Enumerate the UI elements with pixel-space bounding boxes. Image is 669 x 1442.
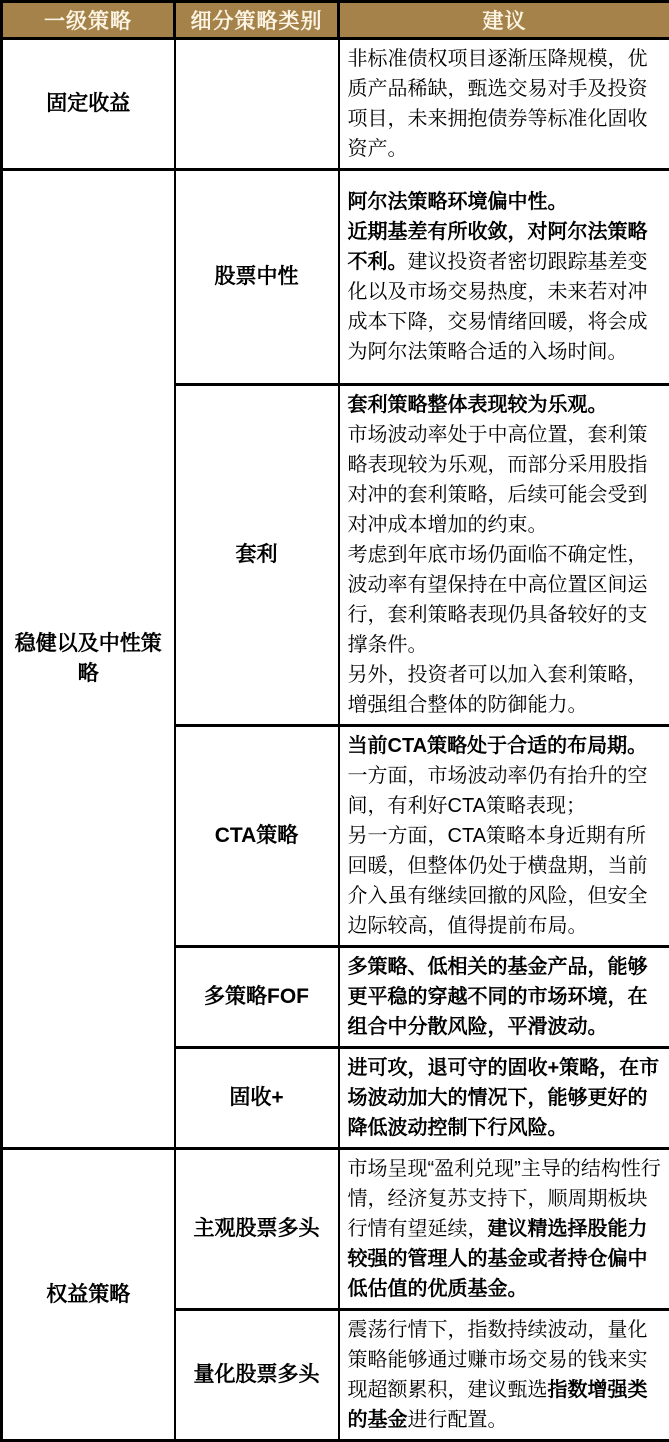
sub-cell-arbitrage: 套利 — [175, 385, 339, 726]
primary-cell-stable-neutral: 稳健以及中性策略 — [2, 170, 175, 1149]
recommendation-cell-quant-long: 震荡行情下，指数持续波动，量化策略能够通过赚市场交易的钱来实现超额累积，建议甄选指数增强类的基金进行配置。 — [339, 1310, 669, 1441]
header-recommendation: 建议 — [339, 2, 669, 39]
sub-cell-multi-strategy-fof: 多策略FOF — [175, 947, 339, 1048]
primary-cell-fixed-income: 固定收益 — [2, 39, 175, 170]
header-row — [2, 2, 669, 39]
sub-cell-cta-strategy: CTA策略 — [175, 726, 339, 947]
recommendation-cell-stock-neutral: 阿尔法策略环境偏中性。 近期基差有所收敛，对阿尔法策略不利。建议投资者密切跟踪基差变化以及市场交易热度，未来若对冲成本下降，交易情绪回暖，将会成为阿尔法策略合适的入场时间。 — [339, 170, 669, 385]
recommendation-cell-cta-strategy: 当前CTA策略处于合适的布局期。 一方面，市场波动率仍有抬升的空间，有利好CTA策略表现； 另一方面，CTA策略本身近期有所回暖，但整体仍处于横盘期，当前介入虽有继续回撤的风险，但安全边际较高，值得提前布局。 — [339, 726, 669, 947]
row-subjective-long — [2, 1149, 669, 1310]
header-sub-strategy-type: 细分策略类别 — [175, 2, 339, 39]
sub-cell-fixed-income-plus: 固收+ — [175, 1048, 339, 1149]
sub-cell-quant-long: 量化股票多头 — [175, 1310, 339, 1441]
sub-cell-subjective-long: 主观股票多头 — [175, 1149, 339, 1310]
row-fixed-income — [2, 39, 669, 170]
row-stock-neutral — [2, 170, 669, 385]
recommendation-cell-arbitrage: 套利策略整体表现较为乐观。 市场波动率处于中高位置，套利策略表现较为乐观，而部分采用股指对冲的套利策略，后续可能会受到对冲成本增加的约束。 考虑到年底市场仍面临不确定性，波动率有望保持在中高位置区间运行，套利策略表现仍具备较好的支撑条件。 另外，投资者可以加入套利策略，增强组合整体的防御能力。 — [339, 385, 669, 726]
primary-cell-equity-strategy: 权益策略 — [2, 1149, 175, 1441]
recommendation-cell-fixed-income: 非标准债权项目逐渐压降规模，优质产品稀缺，甄选交易对手及投资项目，未来拥抱债券等标准化固收资产。 — [339, 39, 669, 170]
recommendation-cell-multi-strategy-fof: 多策略、低相关的基金产品，能够更平稳的穿越不同的市场环境，在组合中分散风险，平滑波动。 — [339, 947, 669, 1048]
sub-cell-stock-neutral: 股票中性 — [175, 170, 339, 385]
recommendation-cell-subjective-long: 市场呈现“盈利兑现”主导的结构性行情，经济复苏支持下，顺周期板块行情有望延续，建议精选择股能力较强的管理人的基金或者持仓偏中低估值的优质基金。 — [339, 1149, 669, 1310]
header-primary-strategy: 一级策略 — [2, 2, 175, 39]
recommendation-cell-fixed-income-plus: 进可攻，退可守的固收+策略，在市场波动加大的情况下，能够更好的降低波动控制下行风险。 — [339, 1048, 669, 1149]
sub-cell-fixed-income-empty — [175, 39, 339, 170]
